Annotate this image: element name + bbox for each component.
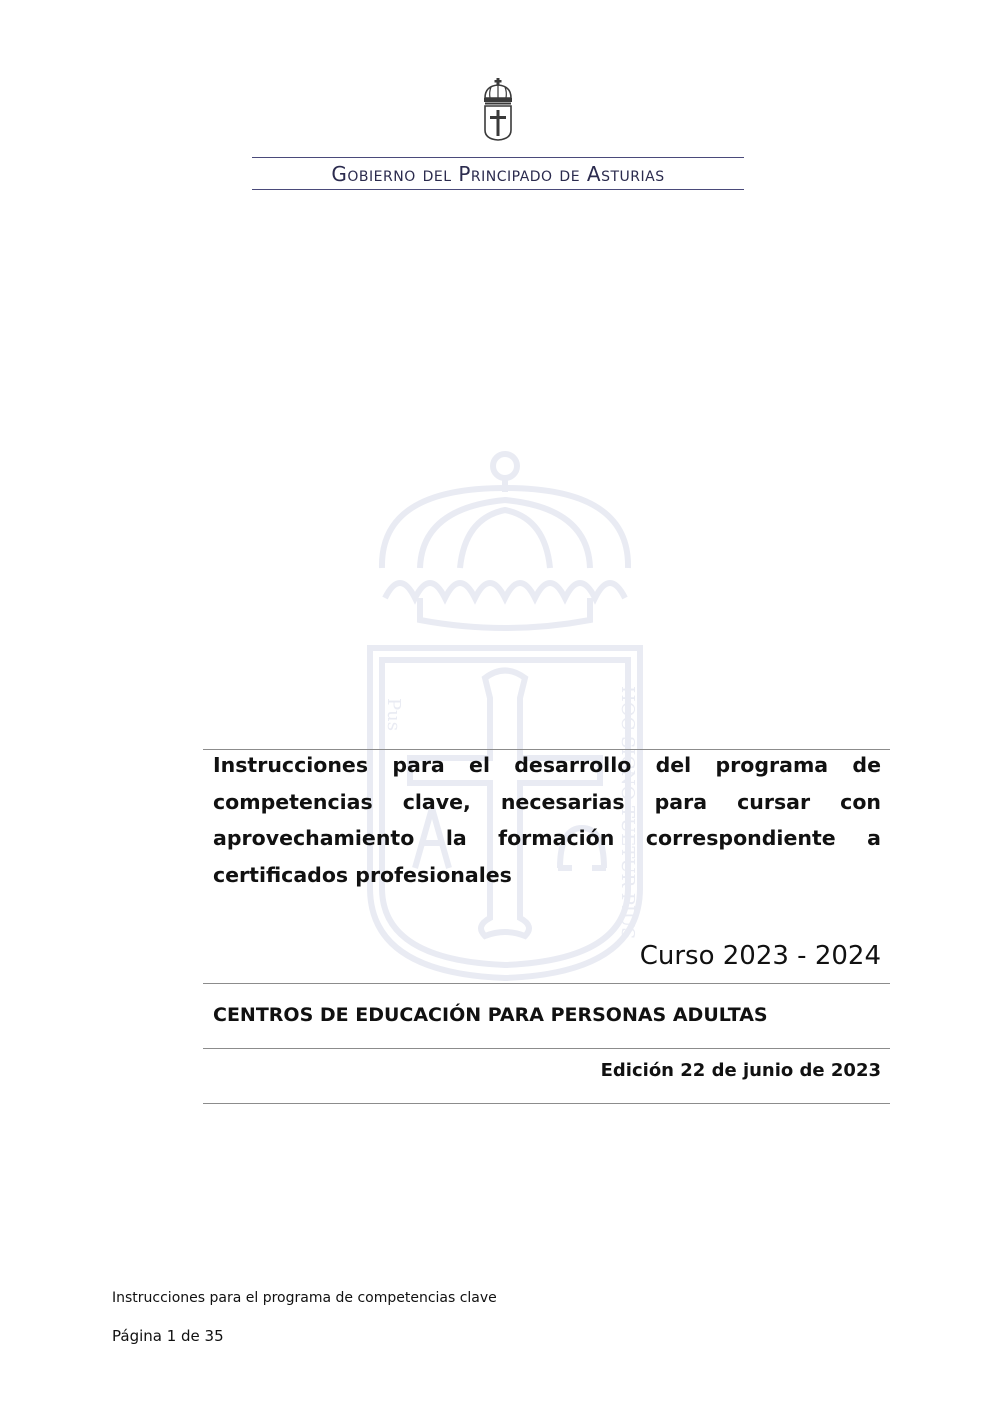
document-title: Instrucciones para el desarrollo del programa de competencias clave, necesarias para cursar con aprovechamiento la formación correspondiente a certificados profesionales — [213, 753, 881, 887]
coat-of-arms-watermark-icon — [360, 448, 650, 988]
course-year: Curso 2023 - 2024 — [639, 941, 881, 971]
government-name: Gobierno del Principado de Asturias — [331, 162, 665, 186]
centers-heading: CENTROS DE EDUCACIÓN PARA PERSONAS ADULTAS — [213, 1004, 768, 1026]
watermark-inscription-right: HOC SIGNO TUETUR PIUS — [617, 686, 638, 940]
edition-rule — [203, 1103, 890, 1104]
watermark-inscription-left: Pus — [383, 698, 404, 731]
centers-rule — [203, 1048, 890, 1049]
header-rule-bottom — [252, 189, 744, 190]
edition-date: Edición 22 de junio de 2023 — [600, 1060, 881, 1081]
asturias-crest-icon — [478, 78, 518, 142]
header-rule-top — [252, 157, 744, 158]
course-rule — [203, 983, 890, 984]
footer-text: Instrucciones para el programa de competencias clave — [112, 1290, 497, 1306]
page-number: Página 1 de 35 — [112, 1327, 224, 1345]
